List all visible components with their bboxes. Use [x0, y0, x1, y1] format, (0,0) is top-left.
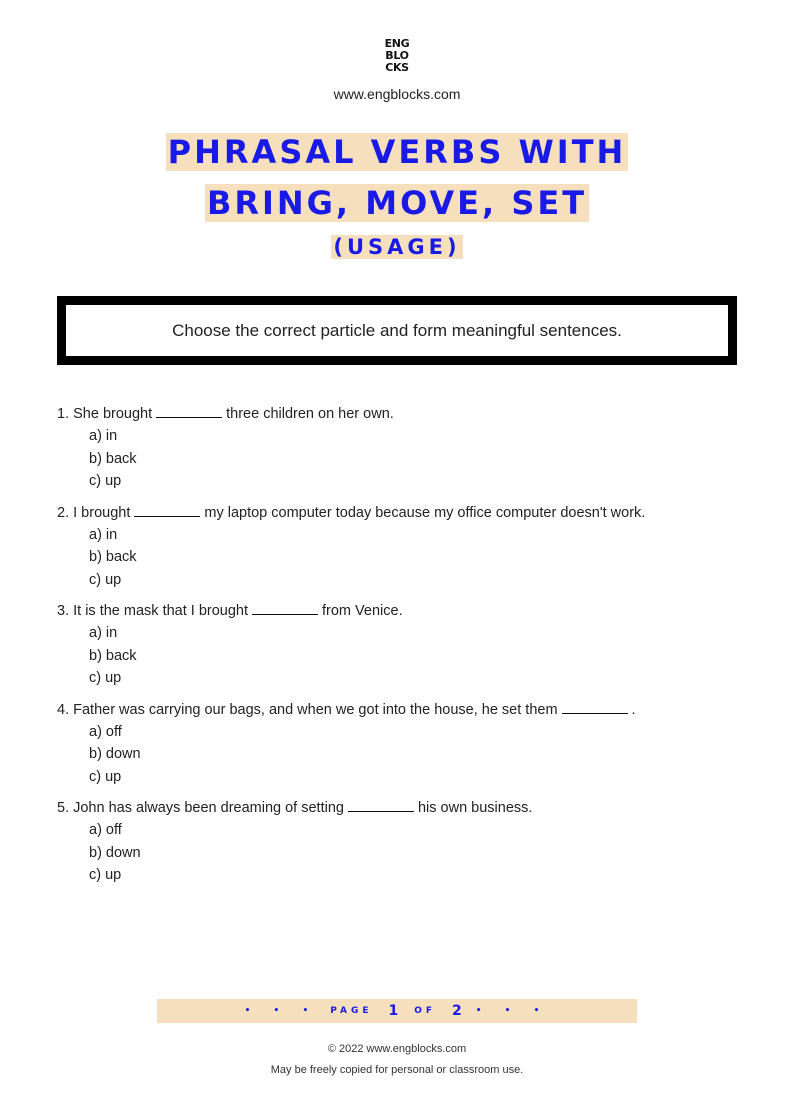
answer-option[interactable]: b) down — [89, 844, 141, 861]
instructions-box — [57, 296, 737, 365]
question-text-before: 3. It is the mask that I brought — [57, 603, 249, 619]
question-item — [57, 600, 747, 690]
dots-right: • • • — [475, 1006, 550, 1016]
answer-option[interactable]: b) back — [89, 450, 137, 467]
question-item — [57, 502, 747, 592]
page-indicator — [157, 999, 637, 1023]
title-text-1: PHRASAL VERBS WITH — [167, 133, 627, 171]
question-text-after: my laptop computer today because my office computer doesn't work. — [204, 504, 646, 521]
logo-line-1: ENG — [384, 37, 410, 50]
answer-option[interactable]: c) up — [89, 571, 122, 588]
answer-option[interactable]: a) in — [89, 428, 118, 444]
option-list — [57, 819, 747, 887]
answer-blank[interactable] — [252, 600, 318, 615]
answer-option[interactable]: a) off — [89, 822, 122, 838]
answer-option[interactable]: b) back — [89, 549, 137, 565]
question-stem — [57, 797, 747, 819]
answer-blank[interactable] — [156, 403, 222, 418]
license-note: May be freely copied for personal or classroom use. — [270, 1064, 524, 1076]
instructions-text: Choose the correct particle and form meaningful sentences. — [66, 305, 728, 356]
question-text-before: 4. Father was carrying our bags, and when we got into the house, he set them — [57, 701, 558, 718]
copyright: © 2022 www.engblocks.com — [327, 1043, 467, 1055]
option-list — [57, 721, 747, 789]
title-line-2 — [0, 182, 794, 224]
answer-option[interactable]: a) in — [89, 526, 118, 543]
page-current: 1 — [388, 1003, 399, 1019]
question-text-after: his own business. — [417, 800, 533, 816]
of-word: OF — [414, 1006, 437, 1016]
answer-option[interactable]: b) back — [89, 647, 137, 664]
question-item — [57, 797, 747, 887]
question-stem — [57, 403, 747, 425]
dots-left: • • • — [244, 1006, 319, 1016]
option-list — [57, 524, 747, 592]
question-text-after: . — [631, 701, 636, 718]
question-item — [57, 699, 747, 789]
answer-option[interactable]: c) up — [89, 867, 122, 883]
website-link[interactable]: www.engblocks.com — [333, 86, 461, 102]
question-text-after: from Venice. — [322, 603, 403, 619]
question-text-before: 5. John has always been dreaming of setting — [57, 800, 344, 816]
answer-option[interactable]: a) in — [89, 625, 118, 641]
answer-blank[interactable] — [348, 797, 414, 812]
question-stem — [57, 502, 747, 524]
answer-option[interactable]: a) off — [89, 723, 122, 740]
question-list — [57, 403, 747, 896]
logo-line-2: BLO — [385, 49, 409, 62]
answer-blank[interactable] — [134, 502, 200, 517]
question-stem — [57, 699, 747, 721]
title-text-3: (USAGE) — [333, 235, 461, 259]
logo-line-3: CKS — [385, 61, 409, 74]
title-line-3 — [0, 233, 794, 262]
question-text-before: 2. I brought — [57, 504, 131, 521]
answer-blank[interactable] — [562, 699, 628, 714]
page-total: 2 — [452, 1003, 462, 1019]
answer-option[interactable]: c) up — [89, 670, 122, 686]
question-text-after: three children on her own. — [226, 406, 394, 422]
title-text-2: BRING, MOVE, SET — [206, 184, 588, 222]
question-text-before: 1. She brought — [57, 406, 153, 422]
answer-option[interactable]: b) down — [89, 746, 141, 762]
page-word: PAGE — [330, 1006, 373, 1016]
option-list — [57, 425, 747, 493]
title-line-1 — [0, 131, 794, 173]
option-list — [57, 622, 747, 690]
answer-option[interactable]: c) up — [89, 768, 122, 785]
answer-option[interactable]: c) up — [89, 473, 122, 489]
engblocks-logo — [381, 38, 413, 74]
question-item — [57, 403, 747, 493]
question-stem — [57, 600, 747, 622]
